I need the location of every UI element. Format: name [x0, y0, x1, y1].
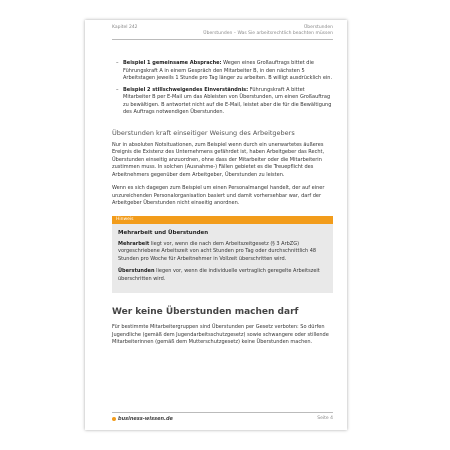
logo-dot-icon	[112, 417, 116, 421]
list-item	[116, 86, 333, 117]
term-text: liegen vor, wenn die individuelle vertraglich geregelte Arbeitszeit überschritten wird.	[118, 268, 320, 282]
header-subtitle: Überstunden – Was Sie arbeitsrechtlich beachten müssen	[203, 31, 333, 36]
page-footer	[112, 412, 333, 424]
example-text: Wegen eines Großauftrags bittet die Führungskraft A in einem Gespräch den Mitarbeiter B, in den nächsten 5 Arbeitstagen jeweils 1 Stunde pro Tag länger zu arbeiten. B willigt ausdrücklich ein.	[123, 60, 333, 81]
term-text: liegt vor, wenn die nach dem Arbeitszeitgesetz (§ 3 ArbZG) vorgeschriebene Arbeitszeit von acht Stunden pro Tag oder durchschnittlich 48 Stunden pro Woche für Arbeitnehmer in Vollzeit überschritten wird.	[118, 240, 317, 262]
paragraph: Wenn es sich dagegen zum Beispiel um einen Personalmangel handelt, der auf einer unzureichenden Personalorganisation basiert und damit vorhersehbar war, darf der Arbeitgeber Überstunden nicht einseitig anordnen.	[112, 185, 325, 206]
bullet-dash: –	[116, 86, 119, 93]
bullet-dash: –	[116, 60, 119, 66]
example-label: Beispiel 2 stillschweigendes Einverständnis:	[123, 86, 249, 93]
section-heading-large: Wer keine Überstunden machen darf	[112, 307, 299, 317]
term-label: Mehrarbeit	[118, 240, 150, 247]
example-list	[112, 60, 333, 117]
logo-text: business-wissen.de	[118, 416, 173, 422]
hint-tag: Hinweis	[112, 216, 333, 224]
page-header	[112, 25, 333, 39]
header-title: Überstunden	[303, 25, 333, 30]
paragraph: Für bestimmte Mitarbeitergruppen sind Überstunden per Gesetz verboten: So dürfen Jugendliche (gemäß dem Jugendarbeitsschutzgesetz) sowie schwangere oder stillende Mitarbeiterinnen (gemäß dem Mutterschutzgesetz) keine Überstunden machen.	[112, 324, 329, 345]
footer-divider	[112, 412, 333, 413]
paragraph: Nur in absoluten Notsituationen, zum Beispiel wenn durch ein unerwartetes äußeres Ereignis die Existenz des Unternehmens gefährdet ist, haben Arbeitgeber das Recht, Überstunden einseitig anzuordnen, ohne dass der Mitarbeiter oder die Mitarbeiterin zustimmen muss. In solchen (Ausnahme-) Fällen gebietet es die Treuepflicht des Arbeitnehmers gegenüber dem Arbeitgeber, Überstunden zu leisten.	[112, 141, 325, 178]
list-item	[116, 60, 333, 83]
example-label: Beispiel 1 gemeinsame Absprache:	[123, 60, 222, 66]
logo	[112, 416, 173, 422]
page-content	[112, 60, 333, 353]
hint-paragraph	[118, 268, 327, 283]
example-text: Führungskraft A bittet Mitarbeiter B per E-Mail um das Ableisten von Überstunden, um einen Großauftrag zu bewältigen. B antwortet nicht auf die E-Mail, leistet aber die für die Bewältigung des Auftrags notwendigen Überstunden.	[123, 86, 332, 115]
header-divider	[112, 39, 333, 40]
term-label: Überstunden	[118, 268, 155, 274]
document-page	[85, 20, 347, 430]
chapter-label: Kapitel 242	[112, 25, 138, 30]
hint-body	[112, 224, 333, 294]
section-heading: Überstunden kraft einseitiger Weisung des Arbeitgebers	[112, 128, 295, 137]
hint-paragraph	[118, 241, 327, 264]
hint-box	[112, 216, 333, 294]
hint-title: Mehrarbeit und Überstunden	[118, 229, 209, 236]
header-right	[203, 25, 333, 37]
page-number: Seite 4	[317, 416, 333, 421]
